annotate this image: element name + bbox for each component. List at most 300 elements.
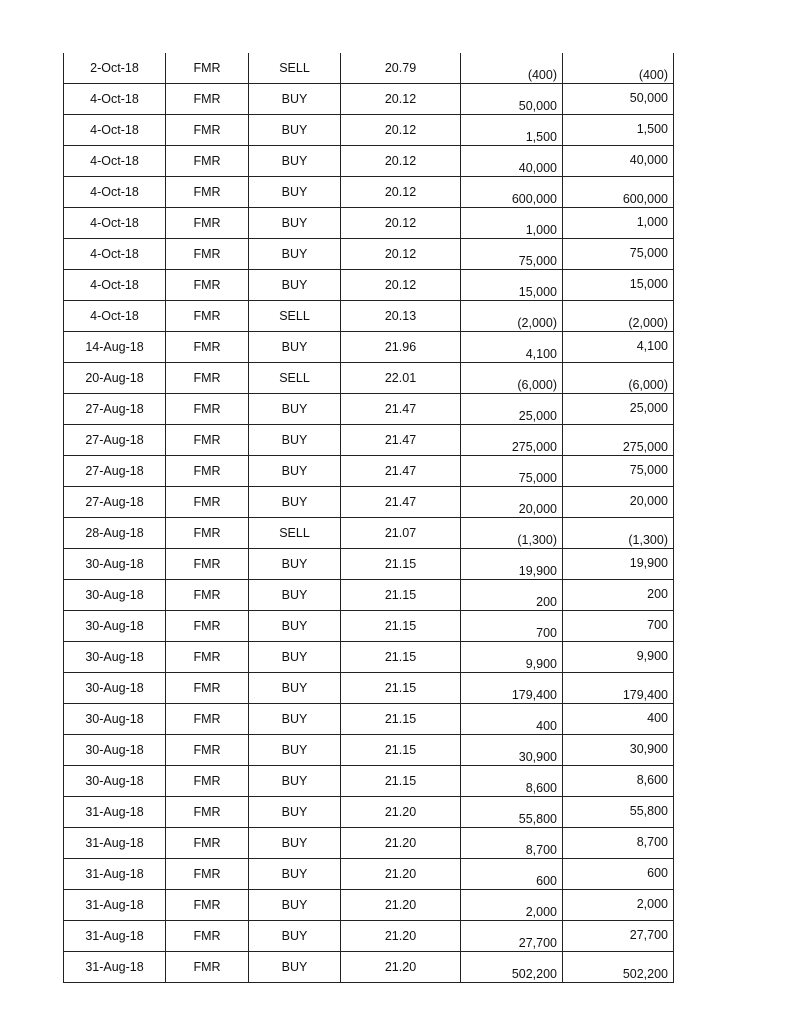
date-cell: [64, 518, 166, 549]
quantity-cell: [461, 301, 563, 332]
price-cell: [341, 115, 461, 146]
total-cell: [563, 766, 674, 797]
holder-cell: [166, 301, 249, 332]
table-row: [64, 580, 674, 611]
total-cell: [563, 921, 674, 952]
price: 21.20: [384, 960, 417, 974]
quantity: 4,100: [525, 347, 557, 361]
date: 31-Aug-18: [85, 898, 144, 912]
quantity: 2,000: [525, 905, 557, 919]
quantity-cell: [461, 239, 563, 270]
price: 21.15: [384, 650, 417, 664]
table-row: [64, 301, 674, 332]
total-cell: [563, 580, 674, 611]
holder-cell: [166, 115, 249, 146]
price: 21.15: [384, 712, 417, 726]
table-row: [64, 611, 674, 642]
holder: FMR: [193, 92, 221, 106]
total-cell: [563, 425, 674, 456]
holder-cell: [166, 952, 249, 983]
transaction-type-cell: [249, 797, 341, 828]
holder-cell: [166, 735, 249, 766]
table-row: [64, 394, 674, 425]
price: 21.47: [384, 433, 417, 447]
holder-cell: [166, 487, 249, 518]
date: 30-Aug-18: [85, 588, 144, 602]
quantity-cell: [461, 797, 563, 828]
holder-cell: [166, 270, 249, 301]
holder: FMR: [193, 278, 221, 292]
table-row: [64, 332, 674, 363]
quantity: 8,600: [525, 781, 557, 795]
price-cell: [341, 518, 461, 549]
total: 75,000: [629, 246, 668, 260]
price: 21.20: [384, 836, 417, 850]
total-cell: [563, 518, 674, 549]
transaction-type: BUY: [281, 712, 308, 726]
transaction-type: BUY: [281, 464, 308, 478]
transaction-type-cell: [249, 84, 341, 115]
transaction-type-cell: [249, 363, 341, 394]
transaction-type: BUY: [281, 185, 308, 199]
transaction-type: BUY: [281, 960, 308, 974]
date: 30-Aug-18: [85, 619, 144, 633]
transaction-type-cell: [249, 239, 341, 270]
quantity: 50,000: [518, 99, 557, 113]
date: 27-Aug-18: [85, 495, 144, 509]
price: 20.79: [384, 61, 417, 75]
quantity-cell: [461, 859, 563, 890]
holder: FMR: [193, 123, 221, 137]
total: (2,000): [628, 316, 668, 330]
date-cell: [64, 642, 166, 673]
total: 75,000: [629, 463, 668, 477]
quantity: 275,000: [511, 440, 557, 454]
date-cell: [64, 952, 166, 983]
total-cell: [563, 673, 674, 704]
quantity: (6,000): [517, 378, 557, 392]
date-cell: [64, 177, 166, 208]
date-cell: [64, 828, 166, 859]
transaction-type-cell: [249, 673, 341, 704]
price-cell: [341, 363, 461, 394]
quantity-cell: [461, 425, 563, 456]
quantity: 502,200: [511, 967, 557, 981]
price: 20.12: [384, 185, 417, 199]
price: 20.12: [384, 92, 417, 106]
holder: FMR: [193, 464, 221, 478]
date: 14-Aug-18: [85, 340, 144, 354]
transaction-type-cell: [249, 580, 341, 611]
price-cell: [341, 611, 461, 642]
transaction-type-cell: [249, 53, 341, 84]
quantity: 600,000: [511, 192, 557, 206]
transaction-type: BUY: [281, 898, 308, 912]
holder-cell: [166, 146, 249, 177]
transaction-type: BUY: [281, 402, 308, 416]
total: 30,900: [629, 742, 668, 756]
quantity-cell: [461, 208, 563, 239]
holder: FMR: [193, 619, 221, 633]
price-cell: [341, 549, 461, 580]
total: 40,000: [629, 153, 668, 167]
date-cell: [64, 363, 166, 394]
price-cell: [341, 425, 461, 456]
holder: FMR: [193, 588, 221, 602]
total: 400: [647, 711, 668, 725]
holder-cell: [166, 53, 249, 84]
total-cell: [563, 115, 674, 146]
total-cell: [563, 890, 674, 921]
holder: FMR: [193, 495, 221, 509]
holder: FMR: [193, 154, 221, 168]
total: 8,600: [636, 773, 668, 787]
quantity: 9,900: [525, 657, 557, 671]
transaction-type-cell: [249, 952, 341, 983]
transaction-type-cell: [249, 425, 341, 456]
transaction-type: BUY: [281, 278, 308, 292]
total: 20,000: [629, 494, 668, 508]
transaction-type: BUY: [281, 867, 308, 881]
quantity-cell: [461, 456, 563, 487]
price: 20.12: [384, 123, 417, 137]
date-cell: [64, 580, 166, 611]
transaction-type: BUY: [281, 836, 308, 850]
price-cell: [341, 239, 461, 270]
date: 27-Aug-18: [85, 433, 144, 447]
date: 28-Aug-18: [85, 526, 144, 540]
quantity-cell: [461, 487, 563, 518]
price-cell: [341, 735, 461, 766]
price: 21.15: [384, 557, 417, 571]
transaction-type-cell: [249, 487, 341, 518]
price: 20.12: [384, 216, 417, 230]
quantity-cell: [461, 177, 563, 208]
price: 21.20: [384, 867, 417, 881]
transaction-type-cell: [249, 549, 341, 580]
date-cell: [64, 115, 166, 146]
total: 600,000: [622, 192, 668, 206]
date: 4-Oct-18: [90, 123, 139, 137]
holder-cell: [166, 84, 249, 115]
price: 21.96: [384, 340, 417, 354]
date-cell: [64, 797, 166, 828]
quantity: 19,900: [518, 564, 557, 578]
transaction-type-cell: [249, 208, 341, 239]
total-cell: [563, 239, 674, 270]
total: 8,700: [636, 835, 668, 849]
total: 179,400: [622, 688, 668, 702]
transaction-type-cell: [249, 735, 341, 766]
holder: FMR: [193, 867, 221, 881]
total-cell: [563, 797, 674, 828]
date: 30-Aug-18: [85, 681, 144, 695]
date: 30-Aug-18: [85, 774, 144, 788]
table-row: [64, 952, 674, 983]
price: 21.47: [384, 464, 417, 478]
date-cell: [64, 673, 166, 704]
total-cell: [563, 487, 674, 518]
total: 55,800: [629, 804, 668, 818]
date-cell: [64, 332, 166, 363]
quantity: 400: [536, 719, 557, 733]
total-cell: [563, 301, 674, 332]
total-cell: [563, 394, 674, 425]
table-row: [64, 456, 674, 487]
total: 502,200: [622, 967, 668, 981]
date-cell: [64, 487, 166, 518]
transaction-type: BUY: [281, 247, 308, 261]
total: (400): [638, 68, 668, 82]
holder: FMR: [193, 371, 221, 385]
transaction-type: BUY: [281, 216, 308, 230]
price: 21.20: [384, 898, 417, 912]
total-cell: [563, 270, 674, 301]
price-cell: [341, 487, 461, 518]
date-cell: [64, 549, 166, 580]
total: 600: [647, 866, 668, 880]
total: 25,000: [629, 401, 668, 415]
transaction-type: BUY: [281, 650, 308, 664]
date-cell: [64, 766, 166, 797]
price-cell: [341, 642, 461, 673]
quantity-cell: [461, 549, 563, 580]
table-row: [64, 146, 674, 177]
total-cell: [563, 642, 674, 673]
date: 4-Oct-18: [90, 92, 139, 106]
price-cell: [341, 890, 461, 921]
total-cell: [563, 859, 674, 890]
transaction-type: BUY: [281, 154, 308, 168]
price: 21.15: [384, 681, 417, 695]
table-row: [64, 828, 674, 859]
total: 1,000: [636, 215, 668, 229]
transaction-type-cell: [249, 828, 341, 859]
price: 21.15: [384, 619, 417, 633]
table-row: [64, 208, 674, 239]
holder-cell: [166, 797, 249, 828]
price-cell: [341, 332, 461, 363]
total-cell: [563, 177, 674, 208]
table-row: [64, 239, 674, 270]
date-cell: [64, 208, 166, 239]
total-cell: [563, 952, 674, 983]
holder-cell: [166, 859, 249, 890]
date: 30-Aug-18: [85, 557, 144, 571]
holder-cell: [166, 177, 249, 208]
table-row: [64, 518, 674, 549]
total: 9,900: [636, 649, 668, 663]
transaction-type: BUY: [281, 340, 308, 354]
transactions-table: [63, 53, 674, 983]
total-cell: [563, 208, 674, 239]
price: 21.20: [384, 929, 417, 943]
date-cell: [64, 890, 166, 921]
quantity-cell: [461, 146, 563, 177]
price-cell: [341, 270, 461, 301]
quantity: 8,700: [525, 843, 557, 857]
date: 4-Oct-18: [90, 185, 139, 199]
holder-cell: [166, 549, 249, 580]
quantity-cell: [461, 766, 563, 797]
transaction-type-cell: [249, 766, 341, 797]
price: 21.47: [384, 402, 417, 416]
date-cell: [64, 456, 166, 487]
price-cell: [341, 456, 461, 487]
date-cell: [64, 270, 166, 301]
price: 22.01: [384, 371, 417, 385]
total: 50,000: [629, 91, 668, 105]
holder: FMR: [193, 216, 221, 230]
table-row: [64, 363, 674, 394]
quantity-cell: [461, 270, 563, 301]
quantity-cell: [461, 673, 563, 704]
date: 27-Aug-18: [85, 402, 144, 416]
table-row: [64, 177, 674, 208]
date: 31-Aug-18: [85, 805, 144, 819]
table-row: [64, 704, 674, 735]
price-cell: [341, 53, 461, 84]
quantity-cell: [461, 952, 563, 983]
holder-cell: [166, 456, 249, 487]
transaction-type: BUY: [281, 495, 308, 509]
total: 275,000: [622, 440, 668, 454]
table-row: [64, 766, 674, 797]
holder: FMR: [193, 433, 221, 447]
date: 2-Oct-18: [90, 61, 139, 75]
price-cell: [341, 301, 461, 332]
holder: FMR: [193, 61, 221, 75]
price-cell: [341, 828, 461, 859]
price: 21.15: [384, 588, 417, 602]
date: 4-Oct-18: [90, 278, 139, 292]
holder: FMR: [193, 929, 221, 943]
price-cell: [341, 797, 461, 828]
price-cell: [341, 84, 461, 115]
total: 200: [647, 587, 668, 601]
transaction-type: SELL: [279, 371, 310, 385]
transaction-type: SELL: [279, 309, 310, 323]
total-cell: [563, 735, 674, 766]
date-cell: [64, 394, 166, 425]
holder-cell: [166, 239, 249, 270]
transaction-type-cell: [249, 890, 341, 921]
quantity: 30,900: [518, 750, 557, 764]
holder: FMR: [193, 712, 221, 726]
date: 4-Oct-18: [90, 154, 139, 168]
transaction-type-cell: [249, 921, 341, 952]
price: 21.15: [384, 774, 417, 788]
holder-cell: [166, 363, 249, 394]
table-row: [64, 53, 674, 84]
date-cell: [64, 611, 166, 642]
table-row: [64, 735, 674, 766]
table-row: [64, 270, 674, 301]
holder: FMR: [193, 247, 221, 261]
table-row: [64, 84, 674, 115]
quantity: (400): [527, 68, 557, 82]
quantity-cell: [461, 518, 563, 549]
price: 20.13: [384, 309, 417, 323]
quantity: 25,000: [518, 409, 557, 423]
transaction-type: BUY: [281, 92, 308, 106]
total: 19,900: [629, 556, 668, 570]
date: 31-Aug-18: [85, 867, 144, 881]
total: 2,000: [636, 897, 668, 911]
transaction-type-cell: [249, 394, 341, 425]
date: 27-Aug-18: [85, 464, 144, 478]
total: (6,000): [628, 378, 668, 392]
price-cell: [341, 704, 461, 735]
transaction-type-cell: [249, 642, 341, 673]
holder-cell: [166, 208, 249, 239]
holder: FMR: [193, 526, 221, 540]
date-cell: [64, 53, 166, 84]
price-cell: [341, 208, 461, 239]
quantity: 55,800: [518, 812, 557, 826]
transaction-type: SELL: [279, 61, 310, 75]
price: 20.12: [384, 278, 417, 292]
transaction-type-cell: [249, 859, 341, 890]
table-row: [64, 890, 674, 921]
quantity: 75,000: [518, 471, 557, 485]
holder-cell: [166, 332, 249, 363]
holder-cell: [166, 890, 249, 921]
holder: FMR: [193, 681, 221, 695]
date: 30-Aug-18: [85, 712, 144, 726]
transaction-type: BUY: [281, 929, 308, 943]
quantity: 600: [536, 874, 557, 888]
date-cell: [64, 704, 166, 735]
total: 1,500: [636, 122, 668, 136]
quantity-cell: [461, 53, 563, 84]
date-cell: [64, 425, 166, 456]
quantity: 15,000: [518, 285, 557, 299]
table-row: [64, 549, 674, 580]
holder: FMR: [193, 340, 221, 354]
date: 20-Aug-18: [85, 371, 144, 385]
total-cell: [563, 828, 674, 859]
table-row: [64, 859, 674, 890]
transaction-type: BUY: [281, 588, 308, 602]
quantity: (1,300): [517, 533, 557, 547]
total-cell: [563, 363, 674, 394]
date-cell: [64, 146, 166, 177]
total-cell: [563, 53, 674, 84]
transaction-type: SELL: [279, 526, 310, 540]
date-cell: [64, 301, 166, 332]
holder-cell: [166, 828, 249, 859]
holder-cell: [166, 921, 249, 952]
quantity-cell: [461, 84, 563, 115]
date-cell: [64, 921, 166, 952]
quantity-cell: [461, 828, 563, 859]
total: 27,700: [629, 928, 668, 942]
holder: FMR: [193, 836, 221, 850]
quantity: 1,500: [525, 130, 557, 144]
transaction-type-cell: [249, 518, 341, 549]
table-row: [64, 642, 674, 673]
table-row: [64, 921, 674, 952]
transaction-type-cell: [249, 456, 341, 487]
holder: FMR: [193, 557, 221, 571]
total-cell: [563, 456, 674, 487]
quantity: 75,000: [518, 254, 557, 268]
holder: FMR: [193, 774, 221, 788]
price-cell: [341, 921, 461, 952]
quantity-cell: [461, 115, 563, 146]
transaction-type-cell: [249, 146, 341, 177]
